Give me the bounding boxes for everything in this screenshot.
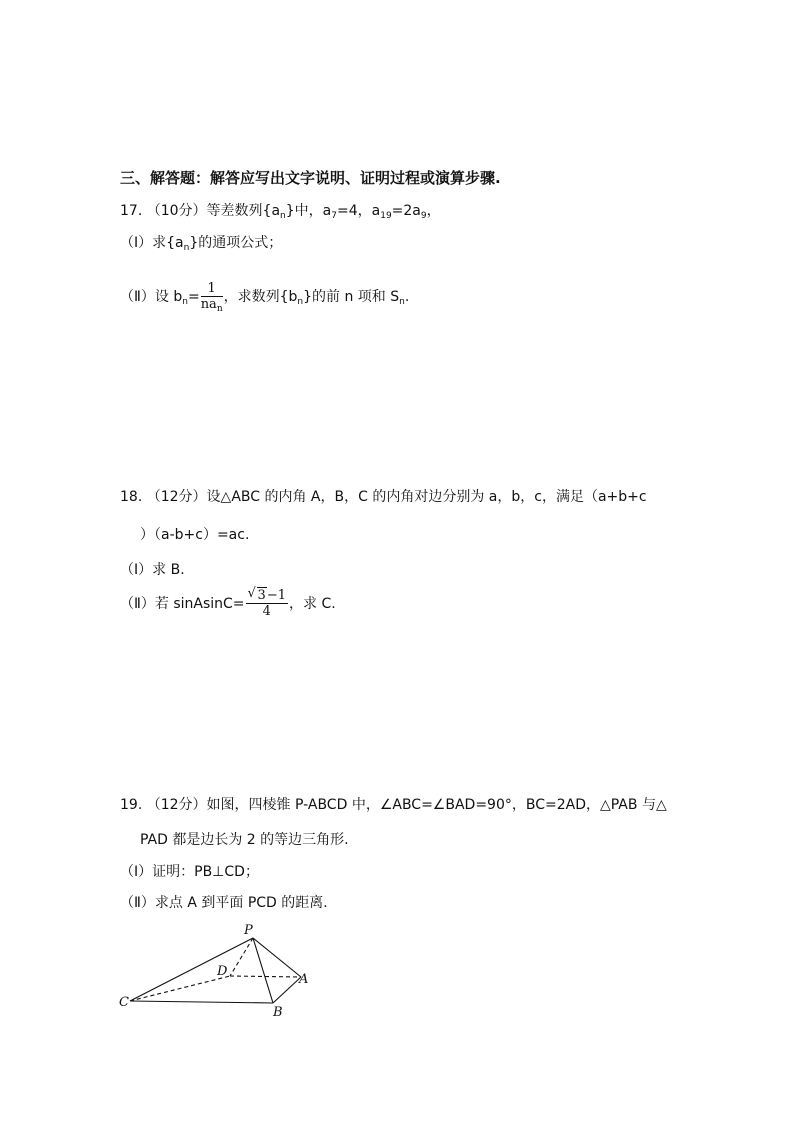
q18-part2: （Ⅱ）若 sinAsinC= √ 3−1 4 ，求 C. xyxy=(120,586,336,619)
q18-part1-label: （Ⅰ） xyxy=(120,562,153,578)
q17-part2: （Ⅱ）设 $b_n=$ $\frac{1}{na_n}$ ，求数列$\{b_n\}$的前 n 项和 $S_n$. xyxy=(120,281,410,314)
label-b: B xyxy=(273,1005,283,1020)
edge-da-hidden xyxy=(230,976,301,977)
label-p: P xyxy=(244,923,253,938)
q18-number: 18. xyxy=(120,489,143,505)
q18-part1: （Ⅰ）求 B. xyxy=(120,562,185,578)
q19-part2-label: （Ⅱ） xyxy=(120,895,155,911)
edge-pb xyxy=(253,938,273,1003)
q17-score: （10分） xyxy=(146,203,207,219)
edge-pa xyxy=(253,938,301,977)
q17-fraction: $\frac{1}{na_n}$ xyxy=(200,281,223,314)
section-heading xyxy=(120,168,501,188)
q18-fraction: √ 3−1 4 xyxy=(247,586,286,619)
edge-pc xyxy=(130,938,253,1001)
q17-part1: （Ⅰ）求$\{a_n\}$的通项公式； xyxy=(120,235,283,253)
q19-stem-line1: 19. （12分）如图，四棱锥 P-ABCD 中，∠ABC=∠BAD=90°，BC=2AD，△PAB 与△ xyxy=(120,797,667,813)
q18-stem-line2: ）（a-b+c）=ac. xyxy=(140,527,250,543)
q17-number: 17. xyxy=(120,203,143,219)
edge-cb xyxy=(130,1001,273,1003)
label-c: C xyxy=(119,995,129,1010)
q19-part1-label: （Ⅰ） xyxy=(120,864,153,880)
q18-stem-line1: 18. （12分）设△ABC 的内角 A，B，C 的内角对边分别为 a，b，c，满足（a+b+c xyxy=(120,489,647,505)
q19-stem-line2: PAD 都是边长为 2 的等边三角形. xyxy=(140,832,349,848)
q19-number: 19. xyxy=(120,797,143,813)
q19-part1: （Ⅰ）证明：PB⊥CD； xyxy=(120,864,259,880)
edge-ba xyxy=(273,977,301,1003)
label-d: D xyxy=(217,964,228,979)
edge-cd-hidden xyxy=(130,976,230,1001)
q17-stem: 17. （10分）等差数列$\{a_n\}$中，$a_7=4$，$a_{19}=2a_9$， xyxy=(120,203,441,221)
q19-score: （12分） xyxy=(146,797,207,813)
q18-score: （12分） xyxy=(146,489,207,505)
section-heading-text: 三、解答题：解答应写出文字说明、证明过程或演算步骤. xyxy=(120,169,501,187)
q18-part2-label: （Ⅱ） xyxy=(120,596,155,612)
q19-part2: （Ⅱ）求点 A 到平面 PCD 的距离. xyxy=(120,895,328,911)
edge-pd-hidden xyxy=(230,938,253,976)
q17-part2-label: （Ⅱ） xyxy=(120,289,155,305)
q17-part1-label: （Ⅰ） xyxy=(120,235,153,251)
label-a: A xyxy=(299,972,309,987)
